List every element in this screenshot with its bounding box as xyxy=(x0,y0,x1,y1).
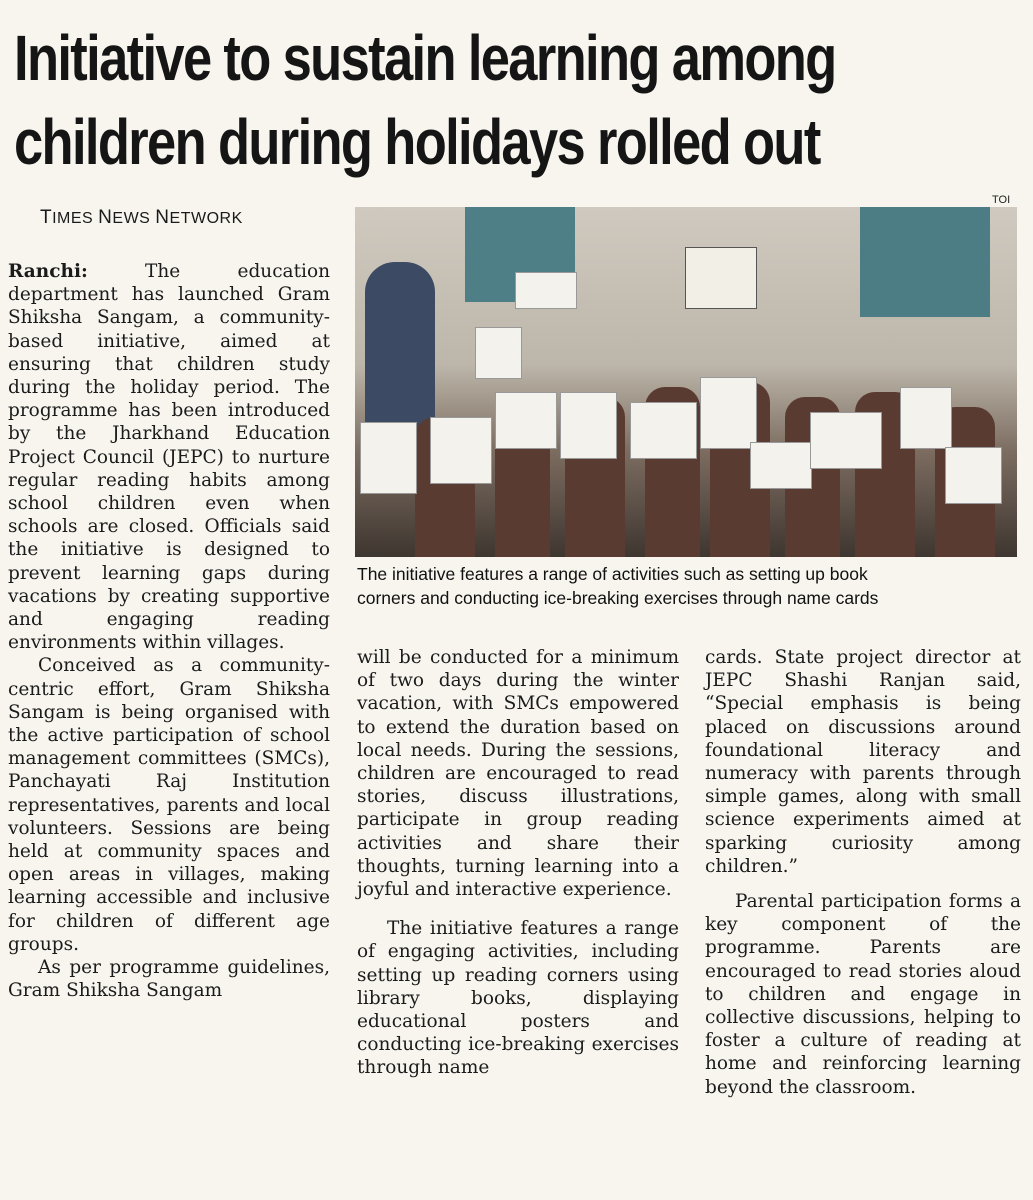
photo-drawing-card xyxy=(495,392,557,449)
article-column-3 xyxy=(705,646,1021,1099)
headline-line-1: Initiative to sustain learning among xyxy=(14,22,836,94)
photo-adult-figure xyxy=(365,262,435,442)
photo-caption xyxy=(357,562,1007,610)
byline-etwork: ETWORK xyxy=(169,210,243,227)
photo-drawing-card xyxy=(945,447,1002,504)
byline-t: T xyxy=(40,207,53,228)
photo-drawing-card xyxy=(515,272,577,309)
headline xyxy=(14,16,838,184)
article-paragraph xyxy=(8,260,330,654)
photo-drawing-card xyxy=(360,422,417,494)
photo-wall-sign xyxy=(685,247,757,309)
photo-drawing-card xyxy=(810,412,882,469)
article-paragraph: will be conducted for a minimum of two days during the winter vacation, with SMCs empowered to extend the duration based on local needs. During the sessions, children are encouraged to read stories, discuss illustrations, participate in group reading activities and share their thoughts, turning learning into a joyful and interactive experience. xyxy=(357,647,679,901)
article-paragraph: Conceived as a community-centric effort, Gram Shiksha Sangam is being organised with the active participation of school management committees (SMCs), Panchayati Raj Institution representatives, parents and local volunteers. Sessions are being held at community spaces and open areas in villages, making learning accessible and inclusive for children of different age groups. xyxy=(8,655,330,955)
dateline: Ranchi: xyxy=(8,261,88,282)
photo-credit: TOI xyxy=(992,194,1011,206)
photo-drawing-card xyxy=(700,377,757,449)
photo-drawing-card xyxy=(475,327,522,379)
photo-door-right xyxy=(860,207,990,317)
photo-caption-line-2: corners and conducting ice-breaking exercises through name cards xyxy=(357,588,879,608)
article-paragraph: Parental participation forms a key component of the programme. Parents are encouraged to read stories aloud to children and engage in collective discussions, helping to foster a culture of reading at home and reinforcing learning beyond the classroom. xyxy=(705,891,1021,1098)
photo-drawing-card xyxy=(900,387,952,449)
byline-ews: EWS xyxy=(112,210,156,227)
news-photo xyxy=(355,207,1017,557)
photo-drawing-card xyxy=(750,442,812,489)
byline-n1: N xyxy=(98,207,113,228)
article-column-1 xyxy=(8,260,330,1003)
article-paragraph: cards. State project director at JEPC Shashi Ranjan said, “Special emphasis is being placed on discussions around foundational literacy and numeracy with parents through simple games, along with small science experiments aimed at sparking curiosity among children.” xyxy=(705,647,1021,877)
byline-imes: IMES xyxy=(52,210,99,227)
photo-drawing-card xyxy=(630,402,697,459)
photo-drawing-card xyxy=(430,417,492,484)
headline-line-2: children during holidays rolled out xyxy=(14,106,820,178)
byline-n2: N xyxy=(155,207,170,228)
article-column-2 xyxy=(357,646,679,1080)
photo-caption-line-1: The initiative features a range of activities such as setting up book xyxy=(357,564,868,584)
article-text: The education department has launched Gram Shiksha Sangam, a community-based initiative, aimed at ensuring that children study during the holiday period. The programme has been introduced by the Jharkhand Education Project Council (JEPC) to nurture regular reading habits among school children even when schools are closed. Officials said the initiative is designed to prevent learning gaps during vacations by creating supportive and engaging reading environments within villages. xyxy=(8,261,330,654)
article-paragraph: The initiative features a range of engaging activities, including setting up reading corners using library books, displaying educational posters and conducting ice-breaking exercises through name xyxy=(357,918,679,1079)
article-paragraph: As per programme guidelines, Gram Shiksha Sangam xyxy=(8,957,330,1002)
photo-drawing-card xyxy=(560,392,617,459)
byline xyxy=(40,207,243,229)
